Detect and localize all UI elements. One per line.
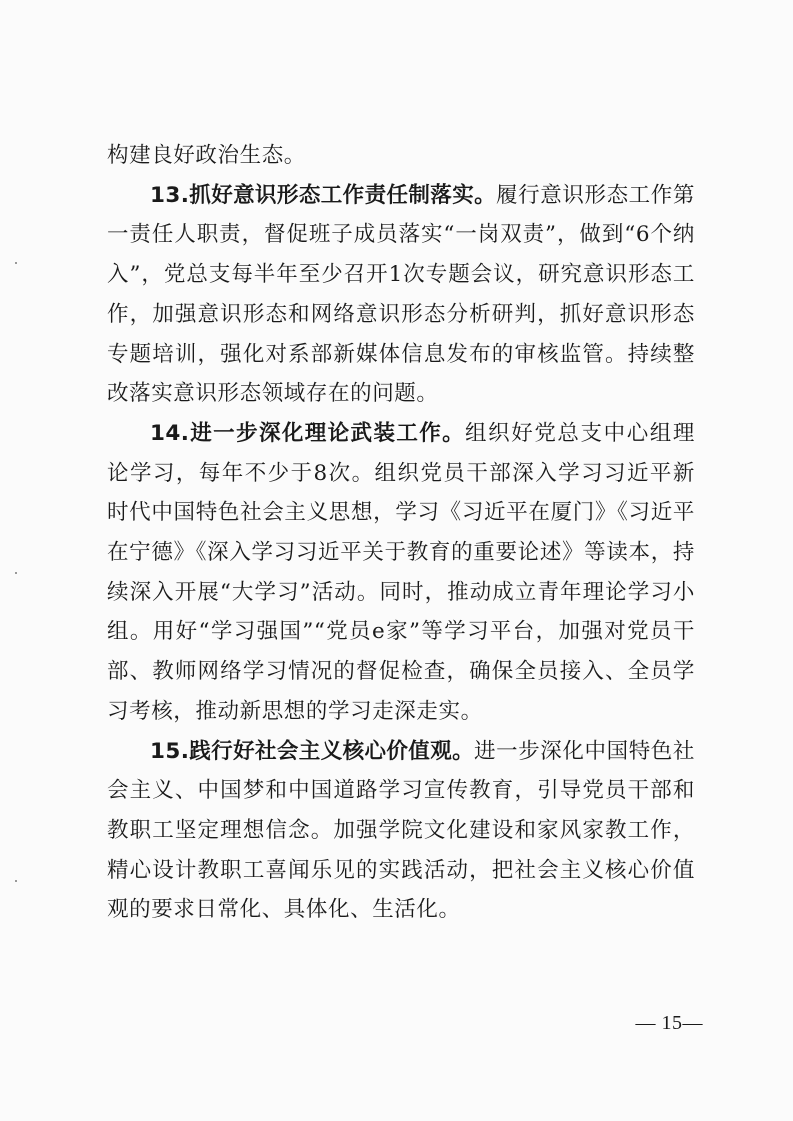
- scan-margin-mark: [15, 880, 17, 882]
- paragraph-continuation: [107, 136, 695, 176]
- paragraph-body: 履行意识形态工作第一责任人职责，督促班子成员落实“一岗双责”，做到“6个纳入”，党总支每半年至少召开1次专题会议，研究意识形态工作，加强意识形态和网络意识形态分析研判，抓好意识形态专题培训，强化对系部新媒体信息发布的审核监管。持续整改落实意识形态领域存在的问题。: [107, 182, 696, 407]
- scan-margin-mark: [15, 572, 17, 574]
- paragraph-15: [107, 732, 695, 931]
- paragraph-body: 进一步深化中国特色社会主义、中国梦和中国道路学习宣传教育，引导党员干部和教职工坚定理想信念。加强学院文化建设和家风家教工作，精心设计教职工喜闻乐见的实践活动，把社会主义核心价值观的要求日常化、具体化、生活化。: [107, 738, 696, 923]
- paragraph-heading: 14.进一步深化理论武装工作。: [150, 420, 466, 446]
- body-text: [107, 136, 695, 930]
- paragraph-13: [107, 176, 695, 414]
- paragraph-heading: 13.抓好意识形态工作责任制落实。: [150, 182, 497, 208]
- paragraph-heading: 15.践行好社会主义核心价值观。: [150, 738, 474, 764]
- paragraph-14: [107, 414, 695, 732]
- paragraph-body: 组织好党总支中心组理论学习，每年不少于8次。组织党员干部深入学习习近平新时代中国特色社会主义思想，学习《习近平在厦门》《习近平在宁德》《深入学习习近平关于教育的重要论述》等读本，持续深入开展“大学习”活动。同时，推动成立青年理论学习小组。用好“学习强国”“党员e家”等学习平台，加强对党员干部、教师网络学习情况的督促检查，确保全员接入、全员学习考核，推动新思想的学习走深走实。: [107, 420, 695, 724]
- paragraph-body: 构建良好政治生态。: [107, 143, 306, 168]
- page-number: — 15—: [635, 1012, 703, 1034]
- scan-margin-mark: [15, 262, 17, 264]
